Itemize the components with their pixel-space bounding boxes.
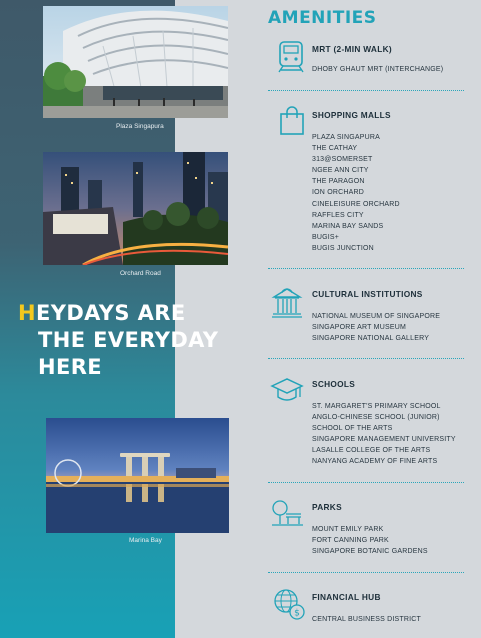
mrt-list: [312, 64, 443, 75]
section-title-schools: SCHOOLS: [312, 379, 356, 389]
section-financial-hub: [268, 588, 468, 633]
section-shopping-malls: [268, 106, 468, 256]
section-title-shopping-malls: SHOPPING MALLS: [312, 110, 391, 120]
list-item: BUGIS+: [312, 233, 340, 241]
list-item: MARINA BAY SANDS: [312, 222, 384, 230]
list-item: NATIONAL MUSEUM OF SINGAPORE: [312, 313, 441, 320]
section-title-parks: PARKS: [312, 502, 342, 512]
headline-line-3: HERE: [38, 355, 103, 379]
headline-line-1: [18, 300, 278, 327]
list-item: BUGIS JUNCTION: [312, 244, 374, 252]
list-item: SCHOOL OF THE ARTS: [312, 425, 393, 433]
list-item: SINGAPORE ART MUSEUM: [312, 324, 406, 332]
list-item: SINGAPORE BOTANIC GARDENS: [312, 548, 428, 556]
section-schools: [268, 375, 468, 475]
plaza-singapura-caption: Plaza Singapura: [116, 123, 164, 130]
train-icon: [276, 40, 310, 74]
list-item: ION ORCHARD: [312, 189, 364, 197]
list-item: CINELEISURE ORCHARD: [312, 200, 400, 208]
list-item: FORT CANNING PARK: [312, 537, 389, 545]
divider: [268, 358, 464, 359]
museum-icon: [270, 285, 304, 319]
list-item: NANYANG ACADEMY OF FINE ARTS: [312, 458, 438, 466]
section-parks: [268, 498, 468, 560]
globe-dollar-icon: [272, 588, 306, 622]
parks-list: [312, 524, 428, 557]
list-item: NGEE ANN CITY: [312, 167, 369, 175]
headline-line-2: THE EVERYDAY: [38, 328, 219, 352]
section-title-cultural-institutions: CULTURAL INSTITUTIONS: [312, 289, 423, 299]
headline-first-letter: H: [18, 301, 36, 325]
section-title-financial-hub: FINANCIAL HUB: [312, 592, 381, 602]
park-bench-icon: [270, 498, 304, 532]
list-item: LASALLE COLLEGE OF THE ARTS: [312, 447, 431, 455]
divider: [268, 268, 464, 269]
shopping-bag-icon: [278, 106, 312, 140]
list-item: SINGAPORE MANAGEMENT UNIVERSITY: [312, 436, 456, 444]
list-item: 313@SOMERSET: [312, 156, 373, 164]
marina-bay-photo: [46, 418, 229, 533]
list-item: RAFFLES CITY: [312, 211, 364, 219]
svg-text:$: $: [294, 608, 300, 619]
section-cultural-institutions: [268, 285, 468, 345]
list-item: PLAZA SINGAPURA: [312, 134, 380, 141]
cultural-institutions-list: [312, 311, 440, 344]
headline-line-1-rest: EYDAYS ARE: [35, 301, 186, 325]
orchard-road-caption: Orchard Road: [120, 270, 161, 277]
list-item: CENTRAL BUSINESS DISTRICT: [312, 616, 421, 623]
divider: [268, 572, 464, 573]
list-item: ST. MARGARET'S PRIMARY SCHOOL: [312, 403, 441, 410]
list-item: SINGAPORE NATIONAL GALLERY: [312, 335, 430, 343]
plaza-singapura-photo: [43, 6, 228, 118]
schools-list: [312, 401, 456, 468]
list-item: ANGLO-CHINESE SCHOOL (JUNIOR): [312, 414, 440, 422]
headline: [18, 300, 278, 381]
section-mrt: [268, 40, 468, 85]
marina-bay-caption: Marina Bay: [129, 537, 162, 544]
list-item: THE PARAGON: [312, 178, 365, 186]
list-item: DHOBY GHAUT MRT (INTERCHANGE): [312, 66, 444, 73]
graduation-cap-icon: [270, 375, 304, 409]
orchard-road-photo: [43, 152, 228, 265]
shopping-malls-list: [312, 132, 400, 254]
divider: [268, 90, 464, 91]
list-item: THE CATHAY: [312, 145, 358, 153]
section-title-mrt: MRT (2-MIN WALK): [312, 44, 392, 54]
financial-hub-list: [312, 614, 421, 625]
list-item: MOUNT EMILY PARK: [312, 526, 384, 533]
amenities-title: AMENITIES: [268, 8, 377, 28]
divider: [268, 482, 464, 483]
